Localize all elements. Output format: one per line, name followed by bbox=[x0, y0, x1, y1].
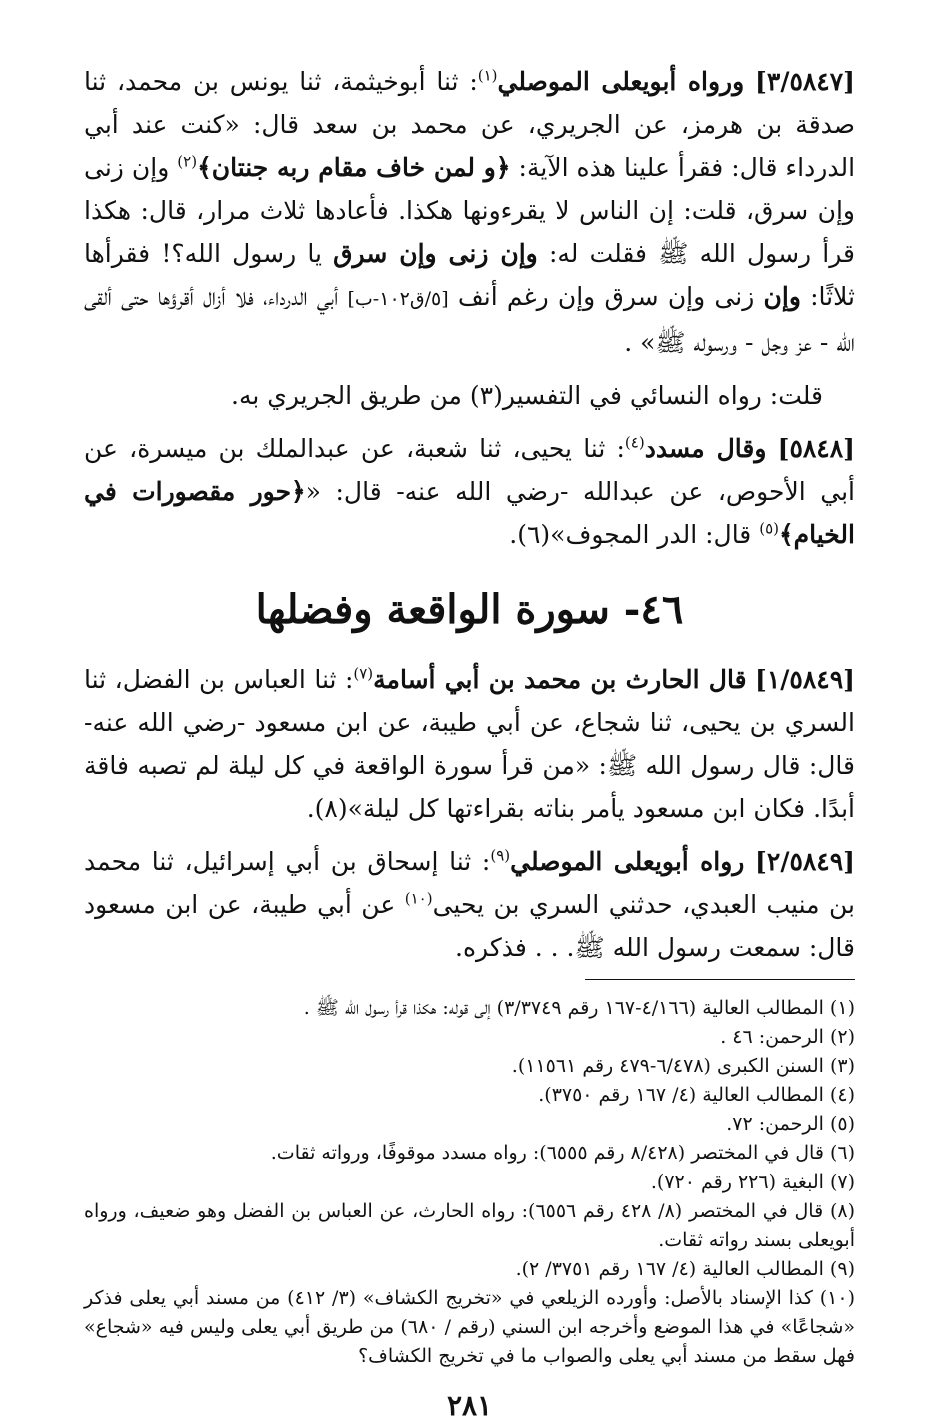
hadith-5849-1 bbox=[84, 658, 855, 830]
hadith-text: : ثنا إسحاق بن أبي إسرائيل، ثنا محمد بن منيب العبدي، حدثني السري بن يحيى bbox=[84, 847, 855, 919]
commentary: قلت: رواه النسائي في التفسير(٣) من طريق الجريري به. bbox=[231, 381, 823, 410]
quran-ayah: ﴿و لمن خاف مقام ربه جنتان﴾ bbox=[197, 153, 511, 182]
hadith-number: [٥٨٤٨] bbox=[777, 434, 855, 463]
footnote-ref: (٥) bbox=[759, 519, 779, 538]
footnote: (١) المطالب العالية (٤/١٦٦-١٦٧ رقم ٣/٣٧٤٩) إلى قوله: هكذا قرأ رسول الله ﷺ . bbox=[303, 997, 855, 1019]
footnote-ref: (١) bbox=[477, 66, 498, 85]
hadith-text: زنى وإن سرق وإن رغم أنف bbox=[448, 282, 764, 311]
footnote-ref: (٢) bbox=[177, 152, 198, 171]
hadith-number: [٢/٥٨٤٩] bbox=[755, 847, 856, 876]
footnote: (٩) المطالب العالية (٤/ ١٦٧ رقم ٣٧٥١/ ٢). bbox=[515, 1258, 855, 1280]
hadith-text: وإن زنى وإن سرق، قلت: إن الناس لا يقرءونها هكذا. فأعادها ثلاث مرار، قال: هكذا قرأ رسول الله ﷺ فقلت له: bbox=[84, 153, 855, 268]
hadith-text: : ثنا العباس بن الفضل، ثنا السري بن يحيى، ثنا شجاع، عن أبي طيبة، عن ابن مسعود -رضي الله عنه- قال: قال رسول الله ﷺ: «من قرأ سورة الواقعة في كل ليلة لم تصبه فاقة أبدًا. فكان ابن مسعود يأمر بناته بقراءتها كل ليلة»(٨). bbox=[84, 665, 855, 823]
hadith-text: عن أبي طيبة، عن ابن مسعود قال: سمعت رسول الله ﷺ. . . فذكره. bbox=[84, 890, 855, 962]
hadith-5847 bbox=[84, 60, 855, 364]
section-heading: ٤٦- سورة الواقعة وفضلها bbox=[255, 586, 684, 633]
hadith-emphasis: وإن bbox=[763, 282, 801, 311]
footnote: (٨) قال في المختصر (٨/ ٤٢٨ رقم ٦٥٥٦): رواه الحارث، عن العباس بن الفضل وهو ضعيف، ورواه أبويعلى بسند رواته ثقات. bbox=[84, 1200, 855, 1251]
footnote: (٤) المطالب العالية (٤/ ١٦٧ رقم ٣٧٥٠). bbox=[538, 1084, 855, 1106]
footnote: (١٠) كذا الإسناد بالأصل: وأورده الزيلعي في «تخريج الكشاف» (٣/ ٤١٢) من مسند أبي يعلى فذكر «شجاعًا» في هذا الموضع وأخرجه ابن السني (رقم / ٦٨٠) من طريق أبي يعلى وليس فيه «شجاع» فهل سقط من مسند أبي يعلى والصواب ما في تخريج الكشاف؟ bbox=[84, 1287, 855, 1367]
hadith-number: [٣/٥٨٤٧] bbox=[755, 67, 856, 96]
hadith-5849-2 bbox=[84, 840, 855, 969]
narrator: ورواه أبويعلى الموصلي bbox=[497, 67, 745, 96]
narrator: وقال مسدد bbox=[644, 434, 767, 463]
hadith-text: أبي الدرداء، فلا أزال أقرؤها حتى ألقى الله - عز وجل - ورسوله ﷺ» . bbox=[84, 282, 855, 357]
page-number: ٢٨١ bbox=[446, 1389, 493, 1422]
hadith-emphasis: وإن زنى وإن سرق bbox=[333, 239, 538, 268]
footnote: (٢) الرحمن: ٤٦ . bbox=[720, 1026, 855, 1048]
manuscript-marker: [٥/ق١٠٢-ب] bbox=[347, 288, 449, 310]
hadith-text: قال: الدر المجوف»(٦). bbox=[509, 520, 760, 549]
footnote: (٧) البغية (٢٢٦ رقم ٧٢٠). bbox=[650, 1171, 855, 1193]
footnote-ref: (٧) bbox=[353, 664, 374, 683]
narrator: رواه أبويعلى الموصلي bbox=[510, 847, 745, 876]
footnote-ref: (٤) bbox=[624, 433, 645, 452]
quran-ayah: ﴿حور مقصورات في الخيام﴾ bbox=[84, 477, 855, 549]
footnote-ref: (٩) bbox=[490, 846, 511, 865]
footnote-ref: (١٠) bbox=[404, 889, 433, 908]
footnote-separator bbox=[585, 979, 855, 980]
hadith-number: [١/٥٨٤٩] bbox=[755, 665, 855, 694]
hadith-text: : ثنا يحيى، ثنا شعبة، عن عبدالملك بن ميسرة، عن أبي الأحوص، عن عبدالله -رضي الله عنه- قال: « bbox=[84, 434, 855, 506]
hadith-text: يا رسول الله؟! فقرأها ثلاثًا: bbox=[84, 239, 855, 311]
footnote: (٥) الرحمن: ٧٢. bbox=[726, 1113, 855, 1135]
footnote: (٦) قال في المختصر (٨/٤٢٨ رقم ٦٥٥٥): رواه مسدد موقوفًا، ورواته ثقات. bbox=[270, 1142, 855, 1164]
hadith-text: : ثنا أبوخيثمة، ثنا يونس بن محمد، ثنا صدقة بن هرمز، عن الجريري، عن محمد بن سعد قال: «كنت عند أبي الدرداء قال: فقرأ علينا هذه الآية: bbox=[84, 67, 856, 182]
footnotes bbox=[84, 994, 855, 1371]
footnote: (٣) السنن الكبرى (٦/٤٧٨-٤٧٩ رقم ١١٥٦١). bbox=[511, 1055, 855, 1077]
narrator: قال الحارث بن محمد بن أبي أسامة bbox=[373, 665, 747, 694]
hadith-5848 bbox=[84, 427, 855, 556]
